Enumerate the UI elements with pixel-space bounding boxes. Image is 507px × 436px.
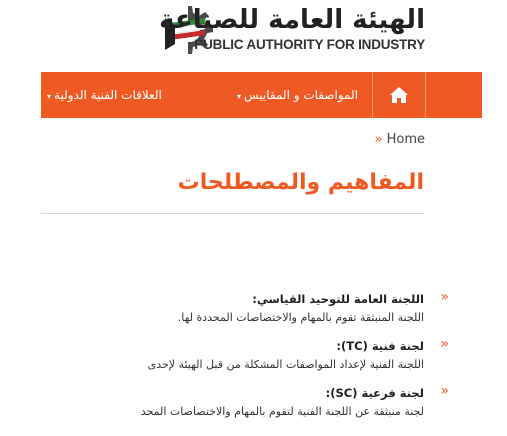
- nav-item-standards[interactable]: [237, 72, 358, 118]
- breadcrumb-home-link[interactable]: Home: [386, 132, 425, 147]
- terms-list: [41, 289, 449, 431]
- nav-home-button[interactable]: [372, 72, 426, 118]
- term-title: لجنة فرعية (SC):: [325, 386, 424, 400]
- breadcrumb-separator-icon: «: [374, 132, 383, 147]
- page-title: المفاهيم والمصطلحات: [177, 170, 424, 195]
- breadcrumb: [365, 132, 426, 147]
- chevron-down-icon: ▾: [47, 92, 52, 101]
- term-description: اللجنة الفنية لإعداد المواصفات المشكلة من قبل الهيئة لإحدى: [147, 358, 424, 371]
- term-title: لجنة فنية (TC):: [336, 339, 424, 353]
- term-title: اللجنة العامة للتوحيد القياسي:: [252, 292, 424, 306]
- double-chevron-icon: «: [440, 383, 449, 399]
- list-item: [41, 289, 449, 326]
- logo[interactable]: [159, 4, 425, 64]
- nav-item-label: المواصفات و المقاييس: [243, 88, 358, 102]
- nav-item-international-relations[interactable]: [47, 72, 162, 118]
- home-icon: [389, 86, 409, 104]
- title-divider: [41, 213, 424, 214]
- logo-english-text: PUBLIC AUTHORITY FOR INDUSTRY: [194, 37, 425, 52]
- list-item: [41, 336, 449, 373]
- double-chevron-icon: «: [440, 336, 449, 352]
- nav-item-label: العلاقات الفنية الدولية: [54, 88, 162, 102]
- term-description: لجنة منبثقة عن اللجنة الفنية لتقوم بالمهام والاختصاصات المحد: [140, 405, 424, 418]
- double-chevron-icon: «: [440, 289, 449, 305]
- chevron-down-icon: ▾: [236, 92, 241, 101]
- logo-arabic-text: الهيئة العامة للصناعة: [159, 5, 425, 35]
- list-item: [41, 383, 449, 420]
- term-description: اللجنة المنبثقة تقوم بالمهام والاختصاصات المحددة لها.: [177, 311, 424, 324]
- main-navbar: [41, 72, 482, 118]
